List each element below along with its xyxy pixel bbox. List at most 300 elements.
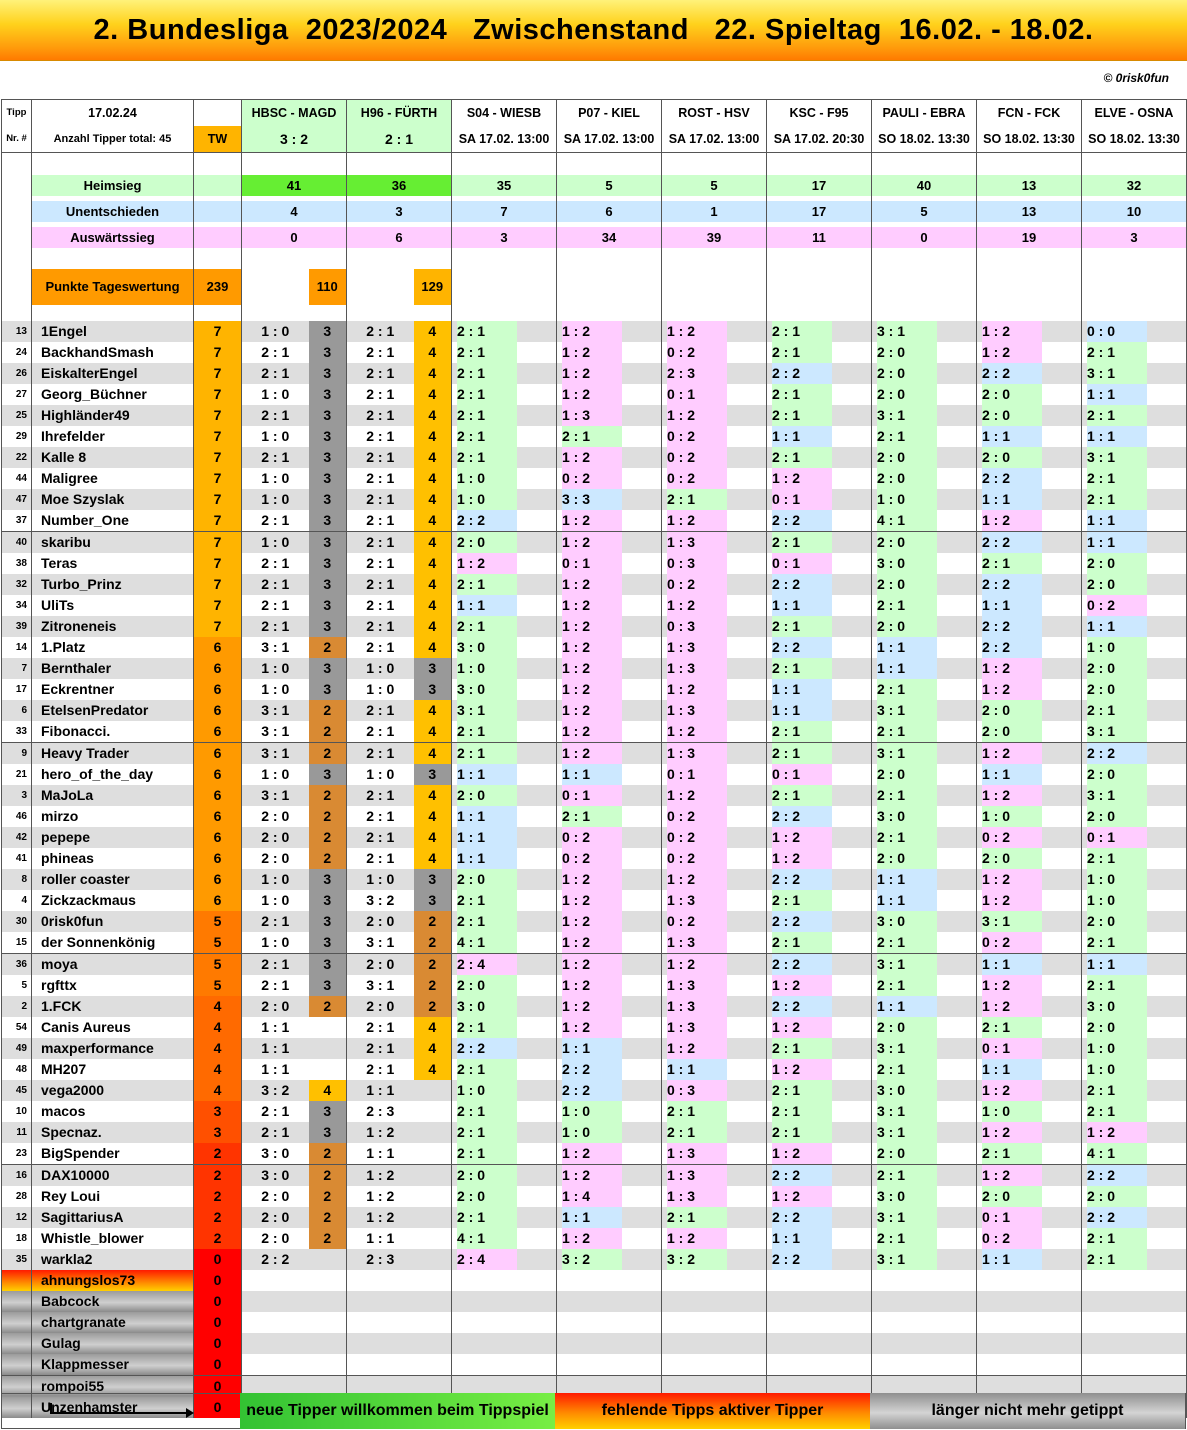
- player-row: [2, 1270, 1187, 1291]
- stat-label-aus: Auswärtssieg: [32, 227, 194, 248]
- tip-cell: 2 : 0: [982, 405, 1042, 426]
- player-nr: 16: [2, 1164, 32, 1186]
- player-name: Canis Aureus: [32, 1017, 194, 1038]
- page-title: 2. Bundesliga 2023/2024 Zwischenstand 22. Spieltag 16.02. - 18.02.: [93, 13, 1094, 46]
- player-name: SagittariusA: [32, 1207, 194, 1228]
- tip-cell: 2 : 1: [1087, 405, 1147, 426]
- player-row: [2, 510, 1187, 532]
- tip-h96: 2 : 1: [347, 342, 414, 363]
- tip-cell: 3 : 1: [877, 743, 937, 764]
- tip-cell: 1 : 0: [562, 1101, 622, 1122]
- player-nr: 7: [2, 658, 32, 679]
- tip-h96: 1 : 2: [347, 1186, 414, 1207]
- player-row: [2, 785, 1187, 806]
- player-name: MaJoLa: [32, 785, 194, 806]
- player-row: [2, 1101, 1187, 1122]
- player-name: Klappmesser: [32, 1354, 194, 1376]
- points-h96: 3: [414, 658, 452, 679]
- tip-cell: 1 : 1: [772, 679, 832, 700]
- points-hbsc: 2: [309, 848, 347, 869]
- tip-cell: 1 : 2: [562, 447, 622, 468]
- stat-heim-7: 13: [977, 175, 1082, 196]
- tip-cell: 2 : 1: [457, 405, 517, 426]
- tip-h96: 2 : 1: [347, 1059, 414, 1080]
- player-nr: 18: [2, 1228, 32, 1249]
- tip-cell: 2 : 4: [457, 1249, 517, 1270]
- stat-aus-5: 11: [767, 227, 872, 248]
- tip-cell: 3 : 0: [877, 911, 937, 932]
- player-row: [2, 890, 1187, 911]
- tip-cell: 1 : 1: [1087, 954, 1147, 975]
- points-hbsc: 2: [309, 637, 347, 658]
- player-row: [2, 806, 1187, 827]
- tip-cell: 1 : 0: [1087, 637, 1147, 658]
- tip-hbsc: 1 : 1: [242, 1038, 309, 1059]
- points-hbsc: 2: [309, 806, 347, 827]
- points-hbsc: 2: [309, 1164, 347, 1186]
- tip-cell: 1 : 2: [562, 321, 622, 342]
- tip-cell: 2 : 1: [877, 785, 937, 806]
- player-nr: 41: [2, 848, 32, 869]
- tip-cell: 2 : 2: [982, 637, 1042, 658]
- tip-cell: 2 : 2: [982, 532, 1042, 553]
- points-h96: 4: [414, 848, 452, 869]
- player-name: 0risk0fun: [32, 911, 194, 932]
- tip-cell: 2 : 0: [877, 764, 937, 785]
- tip-cell: 2 : 1: [877, 679, 937, 700]
- player-tw: 0: [194, 1397, 242, 1418]
- tip-cell: 1 : 2: [562, 384, 622, 405]
- player-nr: 46: [2, 806, 32, 827]
- stat-heim-1: 36: [347, 175, 452, 196]
- tip-cell: 1 : 2: [1087, 1122, 1147, 1143]
- tip-cell: 1 : 0: [1087, 869, 1147, 890]
- points-hbsc: 3: [309, 447, 347, 468]
- player-nr: 39: [2, 616, 32, 637]
- points-h96: 2: [414, 953, 452, 975]
- tip-cell: 1 : 2: [982, 321, 1042, 342]
- tip-cell: 1 : 2: [667, 679, 727, 700]
- tip-cell: 1 : 2: [667, 721, 727, 742]
- tip-cell: 1 : 1: [877, 890, 937, 911]
- tip-cell: 0 : 2: [982, 1228, 1042, 1249]
- player-name: 1Engel: [32, 321, 194, 342]
- tip-cell: 1 : 2: [667, 405, 727, 426]
- tip-cell: 2 : 1: [457, 321, 517, 342]
- tip-hbsc: 2 : 1: [242, 405, 309, 426]
- tip-hbsc: 2 : 0: [242, 1207, 309, 1228]
- tip-cell: 4 : 1: [1087, 1143, 1147, 1164]
- match-name-7: FCN - FCK: [977, 100, 1082, 127]
- tip-h96: 2 : 1: [347, 721, 414, 743]
- tip-cell: 1 : 0: [877, 489, 937, 510]
- tip-cell: 2 : 0: [877, 468, 937, 489]
- points-h96: 2: [414, 932, 452, 954]
- player-nr: 24: [2, 342, 32, 363]
- player-tw: 0: [194, 1312, 242, 1333]
- player-name: skaribu: [32, 531, 194, 553]
- tip-cell: 2 : 1: [1087, 932, 1147, 953]
- tip-cell: 2 : 2: [772, 574, 832, 595]
- tip-cell: 2 : 2: [772, 806, 832, 827]
- tip-cell: 2 : 0: [457, 1165, 517, 1186]
- player-row: [2, 996, 1187, 1017]
- match-name-6: PAULI - EBRA: [872, 100, 977, 127]
- tip-cell: 0 : 2: [562, 468, 622, 489]
- tip-h96: 2 : 1: [347, 785, 414, 806]
- tip-cell: 2 : 1: [1087, 1080, 1147, 1101]
- tip-hbsc: 2 : 0: [242, 1228, 309, 1249]
- tip-cell: 2 : 1: [772, 1038, 832, 1059]
- player-tw: 6: [194, 637, 242, 658]
- points-hbsc: 3: [309, 468, 347, 489]
- player-row: [2, 1186, 1187, 1207]
- player-nr: 33: [2, 721, 32, 743]
- tip-h96: 2 : 1: [347, 637, 414, 658]
- player-tw: 5: [194, 932, 242, 954]
- tip-cell: 2 : 0: [982, 848, 1042, 869]
- points-hbsc: [309, 1249, 347, 1270]
- points-hbsc: 2: [309, 721, 347, 743]
- tip-cell: 0 : 1: [1087, 827, 1147, 848]
- tip-cell: 2 : 0: [457, 1186, 517, 1207]
- tip-h96: 2 : 3: [347, 1249, 414, 1270]
- legend-missing-tips: [555, 1393, 870, 1429]
- legend-inactive: [870, 1393, 1186, 1429]
- tip-cell: 2 : 1: [772, 658, 832, 679]
- tip-cell: 1 : 1: [772, 700, 832, 721]
- tip-cell: 1 : 1: [982, 595, 1042, 616]
- tip-cell: 1 : 3: [667, 1017, 727, 1038]
- tip-cell: 1 : 1: [667, 1059, 727, 1080]
- player-nr: [2, 1291, 32, 1312]
- player-name: rompoi55: [32, 1375, 194, 1397]
- player-nr: 30: [2, 911, 32, 932]
- tip-cell: 1 : 1: [877, 996, 937, 1017]
- tip-cell: 0 : 3: [667, 616, 727, 637]
- tipp-header: Tipp: [2, 100, 32, 127]
- tip-hbsc: 2 : 1: [242, 342, 309, 363]
- match-name-0: HBSC - MAGD: [242, 100, 347, 127]
- tip-cell: 1 : 2: [772, 1017, 832, 1038]
- player-nr: 25: [2, 405, 32, 426]
- tip-cell: 1 : 2: [457, 553, 517, 574]
- player-name: Whistle_blower: [32, 1228, 194, 1249]
- copyright: © 0risk0fun: [1103, 71, 1169, 85]
- nr-header: Nr. #: [2, 126, 32, 153]
- tip-cell: 1 : 2: [562, 700, 622, 721]
- tip-cell: 2 : 0: [457, 532, 517, 553]
- player-name: Rey Loui: [32, 1186, 194, 1207]
- tip-cell: 0 : 0: [1087, 321, 1147, 342]
- tip-h96: 1 : 2: [347, 1122, 414, 1143]
- tip-h96: 3 : 2: [347, 890, 414, 911]
- stat-heim-0: 41: [242, 175, 347, 196]
- match-info-7: SO 18.02. 13:30: [977, 126, 1082, 153]
- points-h96: 4: [414, 553, 452, 574]
- player-row: [2, 1291, 1187, 1312]
- tip-h96: 2 : 1: [347, 806, 414, 827]
- tip-cell: 0 : 1: [772, 764, 832, 785]
- points-h96: 4: [414, 595, 452, 616]
- player-tw: 0: [194, 1249, 242, 1270]
- tip-h96: 1 : 2: [347, 1207, 414, 1228]
- player-tw: 0: [194, 1375, 242, 1397]
- tip-cell: 1 : 3: [562, 405, 622, 426]
- stat-aus-4: 39: [662, 227, 767, 248]
- tip-cell: 4 : 1: [457, 932, 517, 953]
- tip-h96: 1 : 0: [347, 679, 414, 700]
- tip-cell: 0 : 3: [667, 1080, 727, 1101]
- stat-aus-1: 6: [347, 227, 452, 248]
- stat-unent-3: 6: [557, 201, 662, 222]
- player-name: Teras: [32, 553, 194, 574]
- player-nr: [2, 1354, 32, 1376]
- tip-cell: 1 : 1: [562, 764, 622, 785]
- player-row: [2, 1354, 1187, 1376]
- player-tw: 6: [194, 742, 242, 764]
- player-row: [2, 1333, 1187, 1354]
- tip-cell: 1 : 0: [1087, 890, 1147, 911]
- tip-cell: 3 : 1: [982, 911, 1042, 932]
- stat-heim-5: 17: [767, 175, 872, 196]
- tip-cell: 3 : 1: [1087, 721, 1147, 742]
- points-hbsc: 3: [309, 911, 347, 932]
- player-row: [2, 742, 1187, 764]
- tip-cell: 2 : 1: [772, 743, 832, 764]
- tip-cell: 1 : 1: [562, 1207, 622, 1228]
- tip-cell: 2 : 0: [1087, 679, 1147, 700]
- tip-cell: 1 : 3: [667, 1165, 727, 1186]
- points-h96: [414, 1080, 452, 1101]
- points-h96: 4: [414, 384, 452, 405]
- player-name: Babcock: [32, 1291, 194, 1312]
- tip-cell: 2 : 1: [772, 532, 832, 553]
- tip-hbsc: 1 : 0: [242, 658, 309, 679]
- tip-cell: 1 : 2: [562, 869, 622, 890]
- tip-cell: 1 : 3: [667, 658, 727, 679]
- tip-h96: 3 : 1: [347, 932, 414, 954]
- tip-cell: 1 : 2: [982, 890, 1042, 911]
- tip-cell: 1 : 1: [877, 658, 937, 679]
- tip-cell: 2 : 1: [457, 911, 517, 932]
- points-h96: [414, 1143, 452, 1165]
- points-hbsc: 2: [309, 827, 347, 848]
- tip-cell: 0 : 1: [562, 785, 622, 806]
- tip-hbsc: 2 : 1: [242, 975, 309, 996]
- tip-hbsc: 2 : 1: [242, 595, 309, 616]
- tip-cell: 1 : 2: [562, 911, 622, 932]
- tip-cell: 3 : 1: [1087, 785, 1147, 806]
- points-h96: [414, 1122, 452, 1143]
- tip-cell: 1 : 1: [457, 848, 517, 869]
- match-info-6: SO 18.02. 13:30: [872, 126, 977, 153]
- tip-h96: 2 : 1: [347, 700, 414, 721]
- player-tw: 7: [194, 531, 242, 553]
- match-name-2: S04 - WIESB: [452, 100, 557, 127]
- player-nr: 28: [2, 1186, 32, 1207]
- tip-cell: 2 : 2: [982, 468, 1042, 489]
- player-tw: 6: [194, 806, 242, 827]
- tip-cell: 3 : 1: [1087, 363, 1147, 384]
- punkte-match-0: 110: [309, 269, 347, 305]
- player-tw: 7: [194, 426, 242, 447]
- tip-cell: 1 : 3: [667, 743, 727, 764]
- tip-cell: 1 : 2: [562, 1165, 622, 1186]
- tip-cell: 2 : 1: [457, 1122, 517, 1143]
- tip-cell: 2 : 1: [667, 489, 727, 510]
- tip-cell: 2 : 1: [457, 1207, 517, 1228]
- player-nr: 34: [2, 595, 32, 616]
- points-hbsc: 2: [309, 742, 347, 764]
- player-row: [2, 426, 1187, 447]
- tip-cell: 2 : 1: [877, 932, 937, 953]
- tip-cell: 0 : 1: [562, 553, 622, 574]
- player-name: Highländer49: [32, 405, 194, 426]
- points-h96: 4: [414, 468, 452, 489]
- player-nr: 17: [2, 679, 32, 700]
- tip-cell: 2 : 1: [772, 405, 832, 426]
- player-name: EtelsenPredator: [32, 700, 194, 721]
- tip-cell: 2 : 2: [982, 616, 1042, 637]
- tip-cell: 1 : 2: [982, 869, 1042, 890]
- match-name-3: P07 - KIEL: [557, 100, 662, 127]
- player-nr: 48: [2, 1059, 32, 1080]
- tip-cell: 0 : 3: [667, 553, 727, 574]
- tip-cell: 1 : 1: [982, 489, 1042, 510]
- tip-cell: 1 : 2: [772, 468, 832, 489]
- tip-cell: 1 : 2: [562, 342, 622, 363]
- tip-cell: 1 : 2: [562, 532, 622, 553]
- tip-hbsc: 2 : 1: [242, 1122, 309, 1143]
- tip-cell: 2 : 0: [457, 785, 517, 806]
- player-name: Specnaz.: [32, 1122, 194, 1143]
- player-name: MH207: [32, 1059, 194, 1080]
- tip-cell: 2 : 1: [772, 1080, 832, 1101]
- tip-cell: 0 : 2: [562, 827, 622, 848]
- player-name: Unzenhamster: [32, 1397, 194, 1418]
- player-name: BigSpender: [32, 1143, 194, 1165]
- player-nr: 45: [2, 1080, 32, 1101]
- legend-new-tippers: [240, 1393, 555, 1429]
- stat-label-heim: Heimsieg: [32, 175, 194, 196]
- player-row: [2, 869, 1187, 890]
- points-hbsc: 3: [309, 953, 347, 975]
- tip-cell: 1 : 0: [457, 468, 517, 489]
- tip-cell: 2 : 1: [457, 1101, 517, 1122]
- tip-cell: 2 : 1: [1087, 489, 1147, 510]
- anzahl-header: Anzahl Tipper total: 45: [32, 126, 194, 153]
- points-h96: 4: [414, 700, 452, 721]
- tip-cell: 1 : 3: [667, 932, 727, 953]
- player-name: Heavy Trader: [32, 742, 194, 764]
- tip-cell: 1 : 2: [562, 595, 622, 616]
- tip-cell: 2 : 1: [982, 553, 1042, 574]
- points-h96: 3: [414, 679, 452, 700]
- legend-inactive-label: länger nicht mehr getippt: [931, 1402, 1124, 1419]
- tip-cell: 1 : 2: [562, 658, 622, 679]
- player-name: mirzo: [32, 806, 194, 827]
- points-h96: 4: [414, 363, 452, 384]
- tip-cell: 2 : 0: [1087, 574, 1147, 595]
- tip-cell: 1 : 2: [562, 1017, 622, 1038]
- tip-h96: 2 : 0: [347, 911, 414, 932]
- tip-hbsc: 2 : 1: [242, 447, 309, 468]
- player-name: hero_of_the_day: [32, 764, 194, 785]
- tip-cell: 2 : 2: [562, 1080, 622, 1101]
- tip-cell: 1 : 1: [982, 1059, 1042, 1080]
- tip-hbsc: 2 : 0: [242, 996, 309, 1017]
- player-tw: 6: [194, 700, 242, 721]
- tip-cell: 1 : 0: [982, 1101, 1042, 1122]
- points-hbsc: 3: [309, 342, 347, 363]
- tip-cell: 2 : 2: [772, 1207, 832, 1228]
- tip-hbsc: 3 : 1: [242, 785, 309, 806]
- player-nr: 36: [2, 953, 32, 975]
- tip-cell: 2 : 0: [982, 1186, 1042, 1207]
- match-info-8: SO 18.02. 13:30: [1082, 126, 1187, 153]
- tip-h96: 3 : 1: [347, 975, 414, 996]
- tip-cell: 2 : 2: [772, 363, 832, 384]
- player-name: Moe Szyslak: [32, 489, 194, 510]
- player-row: [2, 384, 1187, 405]
- tip-cell: 3 : 1: [877, 1038, 937, 1059]
- player-row: [2, 1207, 1187, 1228]
- points-hbsc: [309, 1059, 347, 1080]
- tip-h96: 2 : 1: [347, 574, 414, 595]
- tip-hbsc: 1 : 0: [242, 426, 309, 447]
- tip-cell: 2 : 1: [772, 321, 832, 342]
- tip-cell: 2 : 1: [457, 721, 517, 742]
- tip-cell: 1 : 2: [562, 996, 622, 1017]
- tip-cell: 2 : 0: [1087, 806, 1147, 827]
- tip-cell: 3 : 0: [877, 553, 937, 574]
- player-row: [2, 637, 1187, 658]
- tip-cell: 3 : 1: [877, 1122, 937, 1143]
- player-name: maxperformance: [32, 1038, 194, 1059]
- tip-cell: 1 : 0: [457, 1080, 517, 1101]
- player-row: [2, 468, 1187, 489]
- tip-cell: 1 : 1: [457, 827, 517, 848]
- tip-cell: 2 : 0: [877, 447, 937, 468]
- tip-cell: 2 : 1: [877, 721, 937, 742]
- tip-hbsc: 1 : 0: [242, 489, 309, 510]
- tip-cell: 1 : 1: [877, 637, 937, 658]
- tip-cell: 1 : 2: [667, 1038, 727, 1059]
- tip-cell: 1 : 2: [667, 595, 727, 616]
- tip-cell: 1 : 0: [457, 658, 517, 679]
- player-tw: 2: [194, 1143, 242, 1165]
- tip-cell: 1 : 2: [772, 1059, 832, 1080]
- tip-hbsc: 3 : 1: [242, 721, 309, 743]
- points-hbsc: [309, 1038, 347, 1059]
- tip-cell: 2 : 1: [1087, 1228, 1147, 1249]
- tip-cell: 1 : 2: [562, 510, 622, 531]
- tip-cell: 2 : 2: [562, 1059, 622, 1080]
- stat-aus-6: 0: [872, 227, 977, 248]
- player-name: DAX10000: [32, 1164, 194, 1186]
- tip-cell: 2 : 0: [982, 447, 1042, 468]
- tip-h96: 2 : 1: [347, 531, 414, 553]
- tip-cell: 2 : 1: [772, 1101, 832, 1122]
- tip-cell: 1 : 3: [667, 1143, 727, 1164]
- tip-h96: 2 : 1: [347, 1038, 414, 1059]
- tip-cell: 4 : 1: [457, 1228, 517, 1249]
- stat-unent-2: 7: [452, 201, 557, 222]
- player-tw: 7: [194, 553, 242, 574]
- tip-cell: 1 : 2: [562, 954, 622, 975]
- points-h96: 4: [414, 1038, 452, 1059]
